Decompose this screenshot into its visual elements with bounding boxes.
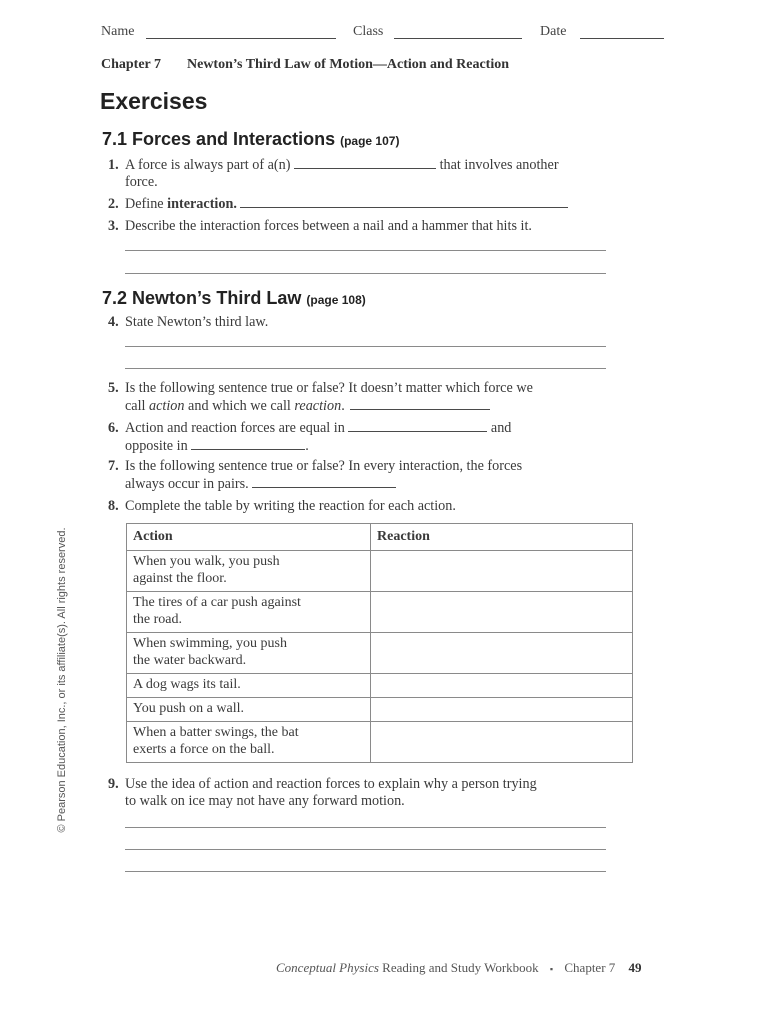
- class-label: Class: [353, 24, 384, 39]
- section-heading-7-2: [102, 288, 366, 309]
- question-text: and: [490, 420, 512, 436]
- action-cell: [127, 592, 371, 633]
- action-text: exerts a force on the ball.: [133, 742, 275, 757]
- answer-blank[interactable]: [294, 156, 436, 169]
- reaction-cell[interactable]: [371, 698, 633, 722]
- question-5: [108, 380, 533, 415]
- answer-line[interactable]: [125, 273, 606, 274]
- section-page-ref: (page 107): [340, 134, 400, 148]
- answer-line[interactable]: [125, 871, 606, 872]
- question-text: Action and reaction forces are equal in: [125, 420, 345, 436]
- table-row: [127, 674, 633, 698]
- action-cell: [127, 633, 371, 674]
- question-text: Is the following sentence true or false? In every interaction, the forces: [125, 458, 523, 474]
- answer-blank[interactable]: [348, 419, 487, 432]
- table-row: [127, 722, 633, 763]
- question-text: A force is always part of a(n): [125, 157, 291, 173]
- question-7: [108, 458, 522, 493]
- table-header-row: [127, 524, 633, 551]
- column-header-reaction: Reaction: [371, 524, 633, 551]
- section-heading-text: 7.1 Forces and Interactions: [102, 129, 336, 149]
- question-number: 5.: [108, 380, 119, 396]
- period: .: [341, 398, 345, 414]
- question-number: 8.: [108, 498, 119, 514]
- answer-blank[interactable]: [240, 195, 568, 208]
- answer-blank[interactable]: [191, 437, 305, 450]
- question-text: Describe the interaction forces between a nail and a hammer that hits it.: [125, 218, 532, 234]
- action-text: against the floor.: [133, 571, 227, 586]
- section-heading-text: 7.2 Newton’s Third Law: [102, 288, 302, 308]
- term-action: action: [149, 398, 185, 414]
- question-1: [108, 156, 559, 191]
- action-text: the water backward.: [133, 653, 247, 668]
- question-2: [108, 195, 568, 213]
- date-label: Date: [540, 24, 567, 39]
- question-number: 1.: [108, 157, 119, 173]
- question-text: Define: [125, 196, 164, 212]
- reaction-cell[interactable]: [371, 633, 633, 674]
- action-text: The tires of a car push against: [133, 595, 301, 610]
- copyright-notice: © Pearson Education, Inc., or its affiliate(s). All rights reserved.: [56, 527, 68, 833]
- question-6: [108, 419, 511, 455]
- answer-line[interactable]: [125, 849, 606, 850]
- answer-blank[interactable]: [350, 397, 490, 410]
- chapter-label: Chapter 7: [101, 57, 162, 72]
- question-continuation: [108, 437, 511, 455]
- footer-book-italic: Conceptual Physics: [276, 960, 379, 975]
- page-footer: [276, 960, 642, 976]
- reaction-cell[interactable]: [371, 592, 633, 633]
- question-text: Complete the table by writing the reaction for each action.: [125, 498, 456, 514]
- action-text: When swimming, you push: [133, 636, 287, 651]
- question-text: call: [125, 398, 146, 414]
- action-cell: [127, 551, 371, 592]
- question-number: 7.: [108, 458, 119, 474]
- reaction-cell[interactable]: [371, 722, 633, 763]
- question-text: and which we call: [188, 398, 291, 414]
- name-label: Name: [101, 24, 135, 39]
- period: .: [305, 438, 309, 454]
- question-number: 3.: [108, 218, 119, 234]
- question-number: 4.: [108, 314, 119, 330]
- question-number: 2.: [108, 196, 119, 212]
- question-4: [108, 314, 268, 331]
- action-text: A dog wags its tail.: [133, 677, 241, 692]
- table-row: [127, 592, 633, 633]
- action-cell: [127, 722, 371, 763]
- question-8: [108, 498, 456, 515]
- footer-bullet: ▪: [549, 964, 554, 974]
- section-page-ref: (page 108): [306, 293, 366, 307]
- action-text: When a batter swings, the bat: [133, 725, 299, 740]
- term-reaction: reaction: [294, 398, 342, 414]
- reaction-cell[interactable]: [371, 674, 633, 698]
- question-9: [108, 776, 537, 810]
- action-cell: [127, 698, 371, 722]
- action-text: You push on a wall.: [133, 701, 244, 716]
- answer-blank[interactable]: [252, 475, 396, 488]
- table-row: [127, 551, 633, 592]
- question-text: force.: [125, 174, 158, 190]
- footer-book-title: Reading and Study Workbook: [382, 960, 539, 975]
- answer-line[interactable]: [125, 368, 606, 369]
- reaction-cell[interactable]: [371, 551, 633, 592]
- question-continuation: [108, 475, 522, 493]
- name-field-line[interactable]: [146, 38, 336, 39]
- question-number: 6.: [108, 420, 119, 436]
- question-text: Is the following sentence true or false? It doesn’t matter which force we: [125, 380, 533, 396]
- question-3: [108, 218, 532, 235]
- action-text: the road.: [133, 612, 182, 627]
- table-row: [127, 698, 633, 722]
- question-text: State Newton’s third law.: [125, 314, 269, 330]
- column-header-action: Action: [127, 524, 371, 551]
- question-text: to walk on ice may not have any forward motion.: [125, 793, 405, 809]
- footer-chapter: Chapter 7: [564, 960, 616, 975]
- action-cell: [127, 674, 371, 698]
- question-text: opposite in: [125, 438, 188, 454]
- action-text: When you walk, you push: [133, 554, 280, 569]
- page-title: Exercises: [100, 88, 208, 114]
- footer-page-number: 49: [628, 960, 642, 975]
- answer-line[interactable]: [125, 250, 606, 251]
- term-interaction: interaction.: [167, 196, 237, 212]
- question-continuation: [108, 397, 533, 415]
- question-text: Use the idea of action and reaction forces to explain why a person trying: [125, 776, 537, 792]
- table-row: [127, 633, 633, 674]
- date-field-line[interactable]: [580, 38, 664, 39]
- answer-line[interactable]: [125, 346, 606, 347]
- section-heading-7-1: [102, 129, 399, 150]
- action-reaction-table: [126, 523, 633, 763]
- question-text: that involves another: [439, 157, 559, 173]
- chapter-title: Newton’s Third Law of Motion—Action and Reaction: [187, 57, 510, 72]
- class-field-line[interactable]: [394, 38, 522, 39]
- question-number: 9.: [108, 776, 119, 792]
- answer-line[interactable]: [125, 827, 606, 828]
- question-text: always occur in pairs.: [125, 476, 249, 492]
